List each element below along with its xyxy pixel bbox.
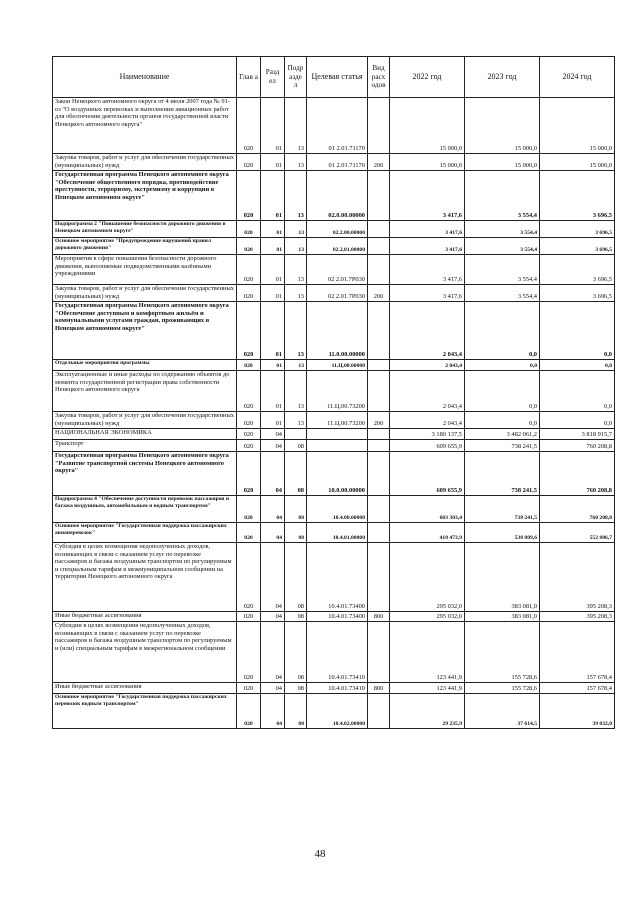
cell-2022: 2 043,4: [390, 371, 465, 412]
cell-name: Субсидия в целях возмещения недополученных доходов, возникающих в связи с оказанием услуг по перевозке пассажиров и багажа воздушным транспортом по регулируемым и специальным тарифам в межмуниципальном сообщении на территории Ненецкого автономного округа: [53, 543, 237, 612]
cell-2023: 383 081,0: [465, 612, 540, 622]
cell-name: Закупка товаров, работ и услуг для обеспечения государственных (муниципальных) нужд: [53, 285, 237, 302]
cell-2022: 295 032,0: [390, 543, 465, 612]
cell-razdel: 01: [261, 412, 285, 429]
cell-vid: 800: [368, 612, 390, 622]
cell-2023: 155 728,6: [465, 622, 540, 683]
cell-name: Подпрограмма 4 "Обеспечение доступности перевозок пассажиров и багажа воздушным, автомобильным и водным транспортом": [53, 496, 237, 523]
cell-vid: 200: [368, 154, 390, 171]
cell-podrazdel: 13: [285, 171, 307, 221]
cell-glava: 020: [237, 622, 261, 683]
cell-glava: 020: [237, 496, 261, 523]
cell-vid: 200: [368, 412, 390, 429]
cell-razdel: 04: [261, 543, 285, 612]
cell-2023: 3 554,4: [465, 285, 540, 302]
table-row: [53, 440, 615, 452]
cell-podrazdel: 13: [285, 238, 307, 255]
table-row: [53, 412, 615, 429]
header-row: [53, 57, 615, 98]
cell-2024: 0,0: [540, 412, 615, 429]
cell-glava: 020: [237, 412, 261, 429]
cell-razdel: 04: [261, 683, 285, 694]
cell-2023: 15 000,0: [465, 154, 540, 171]
cell-podrazdel: 08: [285, 612, 307, 622]
cell-name: Подпрограмма 2 "Повышение безопасности дорожного движения в Ненецком автономном округе": [53, 221, 237, 238]
table-row: [53, 429, 615, 440]
cell-celevaya: 10.4.02.00000: [307, 694, 368, 729]
cell-2023: 383 081,0: [465, 543, 540, 612]
cell-glava: 020: [237, 98, 261, 154]
cell-celevaya: 11.Ц.00.73200: [307, 371, 368, 412]
table-row: [53, 694, 615, 729]
cell-2022: 609 655,9: [390, 452, 465, 496]
cell-glava: 020: [237, 255, 261, 285]
table-row: [53, 523, 615, 543]
budget-table: [52, 56, 615, 729]
cell-glava: 020: [237, 221, 261, 238]
cell-2022: 295 032,0: [390, 612, 465, 622]
cell-2024: 15 000,0: [540, 98, 615, 154]
cell-razdel: 01: [261, 221, 285, 238]
header-celevaya: Целевая статья: [307, 57, 368, 98]
cell-2023: 3 554,4: [465, 255, 540, 285]
cell-celevaya: 10.4.01.73410: [307, 622, 368, 683]
cell-podrazdel: 08: [285, 622, 307, 683]
cell-2024: 15 000,0: [540, 154, 615, 171]
cell-celevaya: 10.4.01.73400: [307, 612, 368, 622]
cell-name: Государственная программа Ненецкого автономного округа "Развитие транспортной системы Ненецкого автономного округа": [53, 452, 237, 496]
cell-2022: 3 417,6: [390, 238, 465, 255]
cell-razdel: 04: [261, 523, 285, 543]
cell-2024: 760 208,8: [540, 440, 615, 452]
cell-celevaya: 10.4.01.73400: [307, 543, 368, 612]
table-row: [53, 221, 615, 238]
cell-glava: 020: [237, 302, 261, 360]
cell-2022: 3 417,6: [390, 171, 465, 221]
cell-vid: [368, 360, 390, 371]
cell-name: Субсидии в целях возмещения недополученных доходов, возникающих в связи с оказанием услуг по перевозке пассажиров и багажа воздушным транспортом по регулируемым и (или) специальным тарифам в межрегиональном сообщении: [53, 622, 237, 683]
cell-glava: 020: [237, 429, 261, 440]
header-2022: 2022 год: [390, 57, 465, 98]
budget-table-page: [52, 56, 614, 729]
cell-2024: 3 696,5: [540, 285, 615, 302]
cell-celevaya: 11.Ц.00.00000: [307, 360, 368, 371]
cell-podrazdel: 08: [285, 440, 307, 452]
cell-2024: 760 208,8: [540, 452, 615, 496]
cell-2023: 3 554,4: [465, 221, 540, 238]
cell-glava: 020: [237, 440, 261, 452]
cell-2024: 760 208,8: [540, 496, 615, 523]
table-row: [53, 154, 615, 171]
table-row: [53, 238, 615, 255]
cell-razdel: 01: [261, 255, 285, 285]
cell-2022: 609 655,9: [390, 440, 465, 452]
header-name: Наименование: [53, 57, 237, 98]
cell-vid: [368, 371, 390, 412]
cell-vid: [368, 238, 390, 255]
cell-celevaya: 02.2.01.00000: [307, 238, 368, 255]
cell-2024: 157 678,4: [540, 622, 615, 683]
table-row: [53, 371, 615, 412]
cell-2023: 538 809,6: [465, 523, 540, 543]
header-2023: 2023 год: [465, 57, 540, 98]
cell-celevaya: 10.4.00.00000: [307, 496, 368, 523]
cell-2024: 39 032,0: [540, 694, 615, 729]
cell-vid: [368, 694, 390, 729]
cell-name: Основное мероприятие "Предупреждение нарушений правил дорожного движения": [53, 238, 237, 255]
cell-name: Государственная программа Ненецкого автономного округа "Обеспечение общественного порядка, противодействие преступности, терроризму, экстремизму и коррупции в Ненецком автономном округе": [53, 171, 237, 221]
cell-2022: 2 043,4: [390, 412, 465, 429]
cell-name: Мероприятия в сфере повышения безопасности дорожного движения, выполняемые подведомственными казёнными учреждениями: [53, 255, 237, 285]
table-row: [53, 171, 615, 221]
cell-vid: [368, 302, 390, 360]
cell-2023: 155 728,6: [465, 683, 540, 694]
cell-2024: 3 818 915,7: [540, 429, 615, 440]
cell-glava: 020: [237, 285, 261, 302]
cell-glava: 020: [237, 154, 261, 171]
cell-name: Иные бюджетные ассигнования: [53, 612, 237, 622]
page-number: 48: [314, 848, 326, 860]
cell-podrazdel: 08: [285, 523, 307, 543]
cell-podrazdel: 13: [285, 302, 307, 360]
header-2024: 2024 год: [540, 57, 615, 98]
cell-razdel: 01: [261, 238, 285, 255]
cell-2023: 738 241,5: [465, 496, 540, 523]
header-glava: Глав а: [237, 57, 261, 98]
cell-razdel: 04: [261, 622, 285, 683]
cell-name: Отдельные мероприятия программы: [53, 360, 237, 371]
cell-2022: 3 417,6: [390, 285, 465, 302]
cell-2022: 3 417,6: [390, 255, 465, 285]
cell-2024: 0,0: [540, 302, 615, 360]
cell-celevaya: 02.0.00.00000: [307, 171, 368, 221]
cell-celevaya: 10.4.01.73410: [307, 683, 368, 694]
cell-2023: 0,0: [465, 412, 540, 429]
table-row: [53, 622, 615, 683]
cell-2022: 418 473,9: [390, 523, 465, 543]
cell-name: Закупка товаров, работ и услуг для обеспечения государственных (муниципальных) нужд: [53, 154, 237, 171]
cell-razdel: 04: [261, 452, 285, 496]
cell-glava: 020: [237, 694, 261, 729]
cell-2022: 603 303,4: [390, 496, 465, 523]
cell-name: Иные бюджетные ассигнования: [53, 683, 237, 694]
cell-vid: [368, 440, 390, 452]
table-row: [53, 496, 615, 523]
cell-celevaya: 01 2.01.71170: [307, 98, 368, 154]
table-row: [53, 302, 615, 360]
cell-podrazdel: 13: [285, 221, 307, 238]
cell-celevaya: 02.2.00.00000: [307, 221, 368, 238]
cell-razdel: 01: [261, 171, 285, 221]
cell-celevaya: 11.Ц.00.73200: [307, 412, 368, 429]
cell-2023: 3 554,4: [465, 171, 540, 221]
cell-razdel: 04: [261, 496, 285, 523]
cell-2022: 3 417,6: [390, 221, 465, 238]
table-row: [53, 683, 615, 694]
cell-2024: 552 886,7: [540, 523, 615, 543]
cell-celevaya: 10.4.01.00000: [307, 523, 368, 543]
cell-glava: 020: [237, 523, 261, 543]
cell-podrazdel: 13: [285, 255, 307, 285]
cell-2022: 29 235,9: [390, 694, 465, 729]
cell-2022: 123 441,9: [390, 683, 465, 694]
cell-podrazdel: 13: [285, 371, 307, 412]
cell-glava: 020: [237, 683, 261, 694]
cell-podrazdel: 13: [285, 98, 307, 154]
cell-podrazdel: 08: [285, 543, 307, 612]
cell-celevaya: 10.0.00.00000: [307, 452, 368, 496]
cell-podrazdel: 08: [285, 452, 307, 496]
table-row: [53, 543, 615, 612]
table-body: [53, 98, 615, 729]
cell-podrazdel: 08: [285, 496, 307, 523]
cell-name: Закон Ненецкого автономного округа от 4 июля 2007 года № 91-оз "О воздушных перевозках и выполнении авиационных работ для обеспечения деятельности органов государственной власти Ненецкого автономного округа": [53, 98, 237, 154]
cell-glava: 020: [237, 171, 261, 221]
cell-name: Государственная программа Ненецкого автономного округа "Обеспечение доступным и комфортным жильём и коммунальными услугами граждан, проживающих в Ненецком автономном округе": [53, 302, 237, 360]
cell-podrazdel: 08: [285, 694, 307, 729]
cell-vid: [368, 98, 390, 154]
cell-2022: 123 441,9: [390, 622, 465, 683]
cell-glava: 020: [237, 371, 261, 412]
cell-2024: 3 696,5: [540, 255, 615, 285]
cell-vid: [368, 622, 390, 683]
cell-razdel: 01: [261, 302, 285, 360]
cell-podrazdel: 13: [285, 154, 307, 171]
cell-2024: 395 208,3: [540, 612, 615, 622]
cell-vid: [368, 496, 390, 523]
cell-2024: 3 696,5: [540, 171, 615, 221]
cell-razdel: 04: [261, 429, 285, 440]
cell-2024: 3 696,5: [540, 238, 615, 255]
cell-razdel: 04: [261, 694, 285, 729]
cell-name: Основное мероприятие "Государственная поддержка пассажирских авиаперевозок": [53, 523, 237, 543]
cell-celevaya: 11.0.00.00000: [307, 302, 368, 360]
cell-razdel: 01: [261, 98, 285, 154]
cell-razdel: 01: [261, 360, 285, 371]
cell-vid: [368, 429, 390, 440]
table-row: [53, 98, 615, 154]
cell-vid: [368, 543, 390, 612]
cell-2024: 0,0: [540, 360, 615, 371]
cell-celevaya: [307, 429, 368, 440]
cell-2022: 15 000,0: [390, 98, 465, 154]
cell-2022: 2 043,4: [390, 302, 465, 360]
cell-2024: 0,0: [540, 371, 615, 412]
cell-razdel: 04: [261, 612, 285, 622]
cell-2023: 0,0: [465, 360, 540, 371]
table-row: [53, 255, 615, 285]
cell-razdel: 04: [261, 440, 285, 452]
cell-podrazdel: 13: [285, 412, 307, 429]
cell-vid: [368, 221, 390, 238]
table-row: [53, 360, 615, 371]
cell-celevaya: 02 2.01.7Р030: [307, 285, 368, 302]
cell-glava: 020: [237, 452, 261, 496]
cell-vid: 200: [368, 285, 390, 302]
cell-2024: 157 678,4: [540, 683, 615, 694]
cell-vid: 800: [368, 683, 390, 694]
cell-vid: [368, 255, 390, 285]
cell-2024: 3 696,5: [540, 221, 615, 238]
table-row: [53, 285, 615, 302]
cell-podrazdel: 13: [285, 285, 307, 302]
cell-name: Эксплуатационные и иные расходы по содержанию объектов до момента государственной регистрации права собственности Ненецкого автономного округа: [53, 371, 237, 412]
cell-2023: 738 241,5: [465, 440, 540, 452]
cell-razdel: 01: [261, 371, 285, 412]
cell-podrazdel: 13: [285, 360, 307, 371]
cell-glava: 020: [237, 238, 261, 255]
cell-vid: [368, 171, 390, 221]
cell-glava: 020: [237, 612, 261, 622]
cell-2022: 15 000,0: [390, 154, 465, 171]
cell-2024: 395 208,3: [540, 543, 615, 612]
cell-name: Основное мероприятие "Государственная поддержка пассажирских перевозок водным транспортом": [53, 694, 237, 729]
cell-name: Закупка товаров, работ и услуг для обеспечения государственных (муниципальных) нужд: [53, 412, 237, 429]
cell-vid: [368, 452, 390, 496]
cell-glava: 020: [237, 360, 261, 371]
cell-2023: 3 554,4: [465, 238, 540, 255]
cell-2023: 15 000,0: [465, 98, 540, 154]
cell-2022: 2 043,4: [390, 360, 465, 371]
cell-celevaya: 01 2.01.71170: [307, 154, 368, 171]
cell-celevaya: [307, 440, 368, 452]
cell-razdel: 01: [261, 154, 285, 171]
cell-2023: 3 482 061,2: [465, 429, 540, 440]
cell-vid: [368, 523, 390, 543]
cell-2023: 37 614,5: [465, 694, 540, 729]
cell-celevaya: 02 2.01.7Р030: [307, 255, 368, 285]
cell-podrazdel: [285, 429, 307, 440]
cell-2023: 0,0: [465, 371, 540, 412]
cell-2023: 738 241,5: [465, 452, 540, 496]
cell-razdel: 01: [261, 285, 285, 302]
cell-name: Транспорт: [53, 440, 237, 452]
table-row: [53, 612, 615, 622]
header-vid: Вид расх одов: [368, 57, 390, 98]
cell-podrazdel: 08: [285, 683, 307, 694]
cell-name: НАЦИОНАЛЬНАЯ ЭКОНОМИКА: [53, 429, 237, 440]
table-row: [53, 452, 615, 496]
cell-2022: 3 180 137,5: [390, 429, 465, 440]
header-podrazdel: Подр азде л: [285, 57, 307, 98]
cell-glava: 020: [237, 543, 261, 612]
header-razdel: Разд ел: [261, 57, 285, 98]
cell-2023: 0,0: [465, 302, 540, 360]
